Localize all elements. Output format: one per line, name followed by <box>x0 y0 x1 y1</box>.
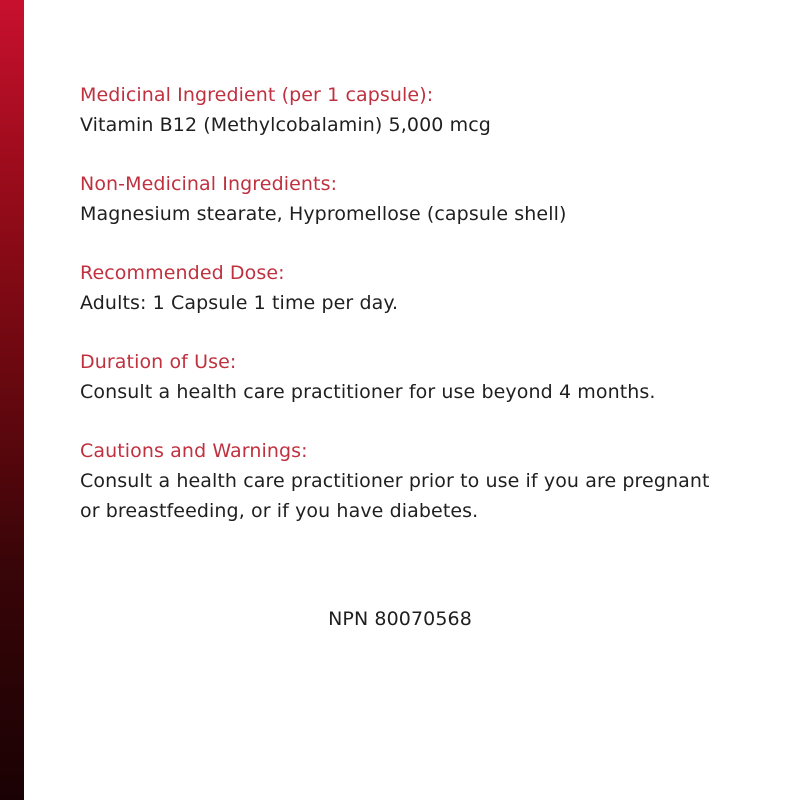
section-cautions-and-warnings <box>80 436 760 526</box>
section-body <box>80 110 760 140</box>
section-body <box>80 466 760 526</box>
npn-number: NPN 80070568 <box>328 608 472 630</box>
side-accent-bar <box>0 0 24 800</box>
section-body-line: Magnesium stearate, Hypromellose (capsule shell) <box>80 203 567 225</box>
section-medicinal-ingredient <box>80 80 760 140</box>
section-body <box>80 377 760 407</box>
label-content <box>80 80 760 555</box>
section-body-line: Vitamin B12 (Methylcobalamin) 5,000 mcg <box>80 114 491 136</box>
section-body-line: or breastfeeding, or if you have diabetes. <box>80 500 479 522</box>
section-heading: Non-Medicinal Ingredients: <box>80 173 338 195</box>
section-body-line: Adults: 1 Capsule 1 time per day. <box>80 292 399 314</box>
section-body <box>80 199 760 229</box>
section-heading: Recommended Dose: <box>80 262 285 284</box>
section-body-line: Consult a health care practitioner prior to use if you are pregnant <box>80 470 710 492</box>
section-heading: Cautions and Warnings: <box>80 440 308 462</box>
section-heading: Duration of Use: <box>80 351 237 373</box>
section-non-medicinal-ingredients <box>80 169 760 229</box>
section-heading: Medicinal Ingredient (per 1 capsule): <box>80 84 434 106</box>
section-body-line: Consult a health care practitioner for use beyond 4 months. <box>80 381 656 403</box>
section-recommended-dose <box>80 258 760 318</box>
section-duration-of-use <box>80 347 760 407</box>
section-body <box>80 288 760 318</box>
